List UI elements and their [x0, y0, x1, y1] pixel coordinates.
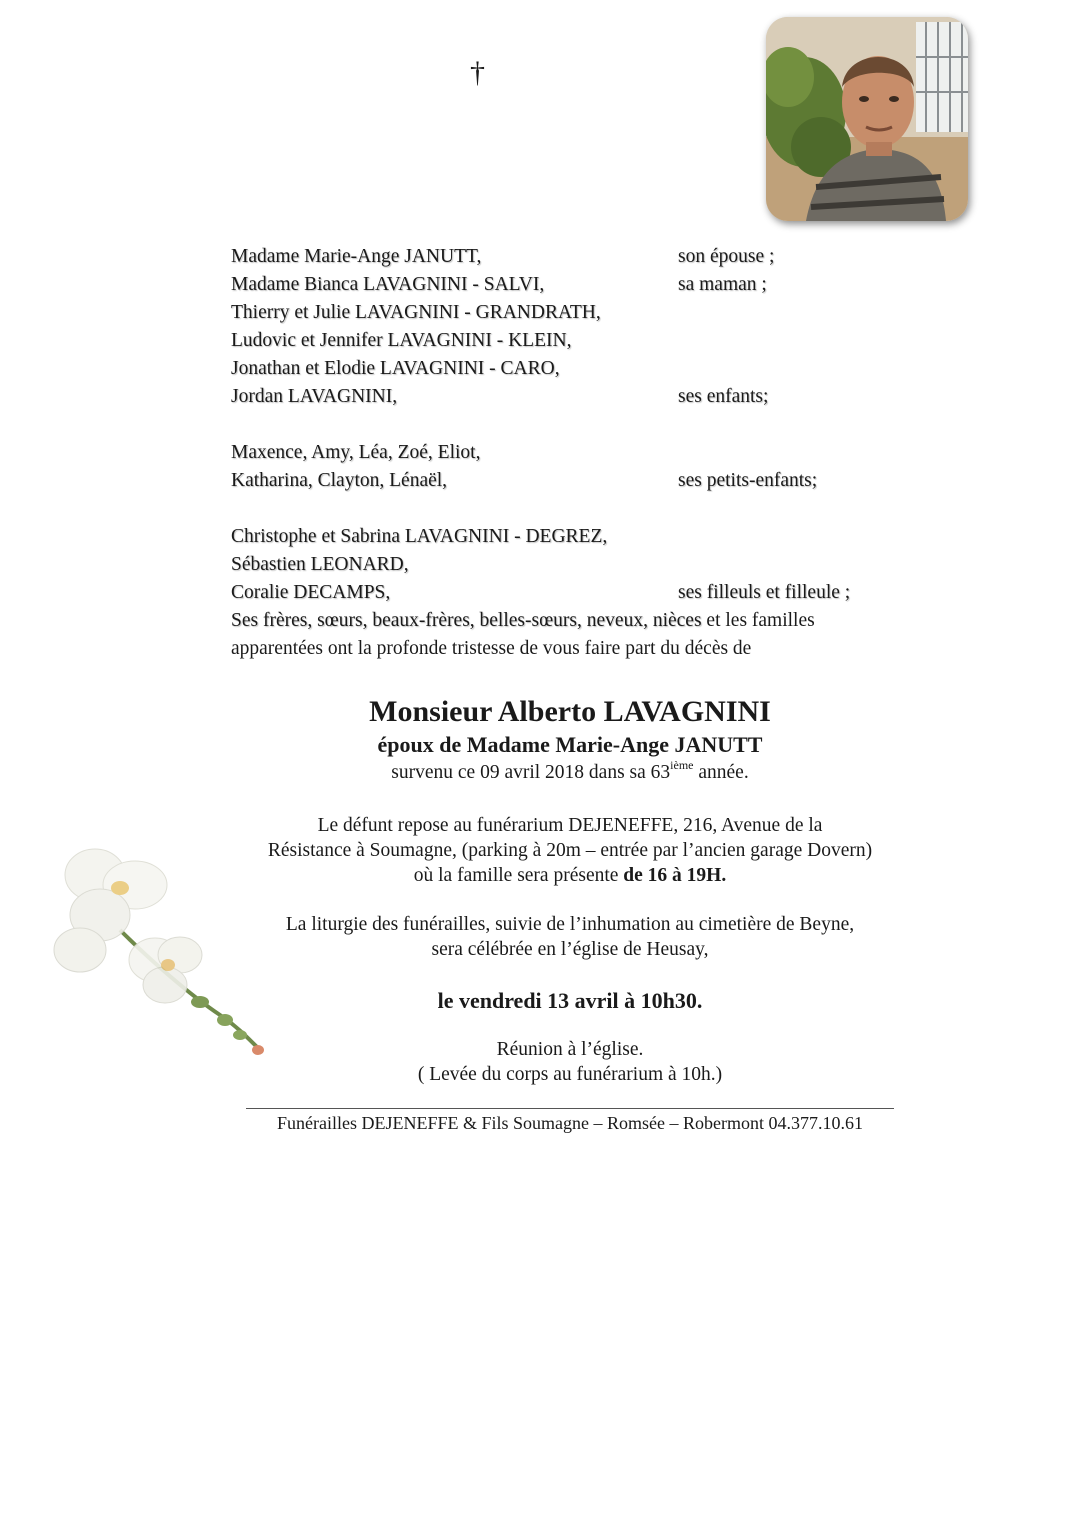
rest-line-2: Résistance à Soumagne, (parking à 20m – entrée par l’ancien garage Dovern) [267, 840, 873, 861]
meeting-line-2: ( Levée du corps au funérarium à 10h.) [417, 1064, 723, 1085]
family-closing-part1: Ses frères, sœurs, beaux-frères, belles-sœurs, neveux, nièces [231, 610, 702, 631]
family-relation: son épouse ; [678, 246, 775, 267]
rest-info [200, 813, 940, 888]
family-relation: ses filleuls et filleule ; [678, 582, 851, 603]
portrait-photo [766, 17, 968, 221]
liturgy-line-1: La liturgie des funérailles, suivie de l’inhumation au cimetière de Beyne, [285, 914, 855, 935]
rest-line-3-prefix: où la famille sera présente [413, 865, 624, 886]
deceased-spouse-line: époux de Madame Marie-Ange JANUTT [377, 732, 763, 757]
family-row [231, 271, 911, 299]
family-row [231, 383, 911, 411]
family-member: Katharina, Clayton, Lénaël, [231, 470, 448, 491]
liturgy-line-2: sera célébrée en l’église de Heusay, [431, 939, 709, 960]
white-orchid-icon [40, 810, 280, 1075]
family-relation: ses enfants; [678, 386, 769, 407]
family-row [231, 523, 911, 551]
family-member: Sébastien LEONARD, [231, 554, 409, 575]
family-closing-paragraph [231, 607, 911, 663]
family-row [231, 439, 911, 467]
family-row [231, 243, 911, 271]
family-member: Madame Bianca LAVAGNINI - SALVI, [231, 274, 545, 295]
rest-line-3 [200, 863, 940, 888]
meeting-line-1: Réunion à l’église. [496, 1039, 644, 1060]
cross-symbol: † [470, 56, 485, 89]
visiting-hours: de 16 à 19H. [623, 865, 727, 886]
death-date-prefix: survenu ce 09 avril 2018 dans sa 63 [391, 762, 671, 783]
family-member: Madame Marie-Ange JANUTT, [231, 246, 482, 267]
meeting-info [200, 1037, 940, 1087]
death-date-suffix: année. [693, 762, 749, 783]
spacer [231, 495, 911, 523]
spacer [231, 411, 911, 439]
family-row [231, 299, 911, 327]
death-date-sup: ième [670, 758, 694, 772]
family-member: Maxence, Amy, Léa, Zoé, Eliot, [231, 442, 481, 463]
footer-text: Funérailles DEJENEFFE & Fils Soumagne – Romsée – Robermont 04.377.10.61 [277, 1113, 863, 1133]
portrait-photo-icon [766, 17, 968, 221]
family-closing-part2: et les familles apparentées ont la profonde tristesse de vous faire part du décès de [231, 610, 815, 659]
death-date-line [200, 759, 940, 787]
family-member: Christophe et Sabrina LAVAGNINI - DEGREZ, [231, 526, 608, 547]
family-row [231, 355, 911, 383]
family-relation: sa maman ; [678, 274, 767, 295]
family-member: Coralie DECAMPS, [231, 582, 391, 603]
family-row [231, 579, 911, 607]
deceased-name: Monsieur Alberto LAVAGNINI [369, 695, 771, 728]
family-list [231, 243, 911, 663]
family-row [231, 467, 911, 495]
rest-line-1: Le défunt repose au funérarium DEJENEFFE, 216, Avenue de la [317, 815, 823, 836]
liturgy-info [200, 912, 940, 962]
family-relation: ses petits-enfants; [678, 470, 818, 491]
family-member: Jordan LAVAGNINI, [231, 386, 398, 407]
family-member: Jonathan et Elodie LAVAGNINI - CARO, [231, 358, 560, 379]
family-member: Thierry et Julie LAVAGNINI - GRANDRATH, [231, 302, 601, 323]
family-member: Ludovic et Jennifer LAVAGNINI - KLEIN, [231, 330, 572, 351]
footer-divider [246, 1108, 894, 1109]
family-row [231, 551, 911, 579]
family-row [231, 327, 911, 355]
ceremony-date: le vendredi 13 avril à 10h30. [437, 988, 703, 1013]
